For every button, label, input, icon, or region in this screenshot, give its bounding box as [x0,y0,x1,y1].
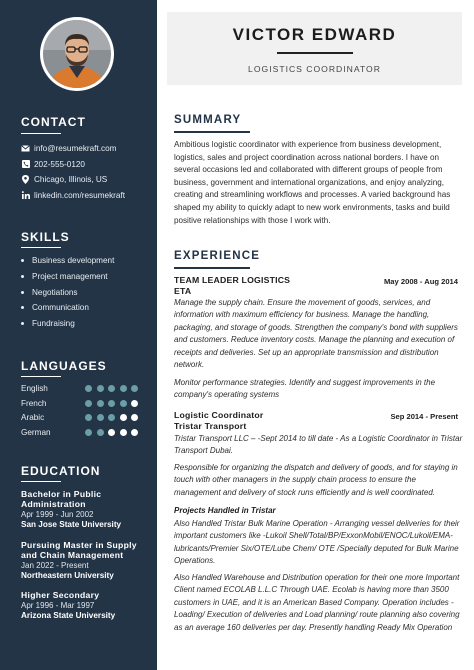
linkedin-icon [21,191,30,200]
job-description: Responsible for organizing the dispatch and delivery of goods, and for staying in touch with other managers in the supply chain process to ensure the management and delivery of stock runs efficiently and is well coordinated. [174,463,458,497]
proficiency-dot [131,429,138,436]
job-company: ETA [174,286,192,296]
language-row [21,398,141,410]
proficiency-dot [120,400,127,407]
education-entry [21,489,151,530]
bullet-icon [21,259,24,262]
proficiency-dot [108,385,115,392]
proficiency-dot [85,429,92,436]
education-divider [21,481,61,482]
proficiency-dot [97,400,104,407]
skill-item [21,256,114,265]
skill-label: Project management [32,272,108,281]
contact-location [21,173,107,185]
summary-divider [174,131,250,133]
proficiency-dot [85,385,92,392]
edu-dates: Apr 1999 - Jun 2002 [21,510,94,519]
skill-item [21,319,75,328]
proficiency-dot [120,429,127,436]
candidate-name: VICTOR EDWARD [232,25,397,44]
school: Northeastern University [21,571,114,580]
degree: Higher Secondary [21,590,100,600]
avatar [40,17,114,91]
skill-item [21,303,89,312]
proficiency-dots [85,414,143,421]
language-row [21,412,141,424]
email-text: info@resumekraft.com [34,143,117,153]
language-row [21,383,141,395]
proficiency-dots [85,400,143,407]
sidebar [0,0,157,670]
skill-label: Fundraising [32,319,75,328]
proficiency-dot [97,414,104,421]
education-entry [21,540,151,581]
language-name: Arabic [21,413,45,422]
experience-title: EXPERIENCE [174,250,261,262]
job-company: Tristar Transport [174,421,247,431]
proficiency-dot [108,400,115,407]
proficiency-dot [131,414,138,421]
contact-title: CONTACT [21,115,86,129]
languages-divider [21,376,61,377]
edu-dates: Jan 2022 - Present [21,561,89,570]
proficiency-dot [131,400,138,407]
language-name: French [21,399,47,408]
job-description: Monitor performance strategies. Identify and suggest improvements in the company's operating systems [174,378,436,400]
job-description: Manage the supply chain. Ensure the movement of goods, services, and information with maximum efficiency for business. Manage the handling, packaging, and storage of goods. Strengthen the company's bond with suppliers and customers. Reduce inventory costs. Manage the planning and execution of receipts and deliveries. Set up an appropriate transmission and distribution network. [174,298,458,370]
skills-title: SKILLS [21,230,70,244]
degree: Bachelor in Public Administration [21,489,102,509]
proficiency-dots [85,385,143,392]
job-dates: Sep 2014 - Present [390,412,458,421]
education-entry [21,590,151,621]
skill-label: Negotiations [32,288,78,297]
summary-title: SUMMARY [174,114,242,126]
proficiency-dot [85,414,92,421]
proficiency-dot [108,414,115,421]
proficiency-dot [97,429,104,436]
proficiency-dot [120,414,127,421]
bullet-icon [21,306,24,309]
job-description: Tristar Transport LLC – -Sept 2014 to till date - As a Logistic Coordinator in Tristar Transport Dubai. [174,434,463,456]
project-description: Also Handled Warehouse and Distribution operation for their one more Important Client named ECOLAB L.L.C Through UAE. Ecolab is having more than 3500 customers in UAE, and it is an American Based Company. Operation includes - Loading/ Execution of deliveries and Load planning/ route planning also covering as an average 160 deliveries per day. Presently handling Ready Mix Operation [174,573,460,632]
proficiency-dot [120,385,127,392]
location-text: Chicago, Illinois, US [34,174,108,184]
bullet-icon [21,275,24,278]
name-divider [277,52,353,54]
summary-text: Ambitious logistic coordinator with experience from business development, logistics, sales and project coordination across national borders. I have on several occasions led and collaborated with different groups of people from business, government and international organizations, and enjoy analyzing, creating and streamlining workflows and processes. A varied background has shaped my ability to quickly adapt to new work environments, tasks and build positive relationships with those I work with. [174,140,451,225]
language-row [21,427,141,439]
phone-text: 202-555-0120 [34,159,85,169]
job-dates: May 2008 - Aug 2014 [383,277,458,286]
proficiency-dot [108,429,115,436]
skill-label: Communication [32,303,89,312]
proficiency-dot [85,400,92,407]
degree: Pursuing Master in Supply and Chain Management [21,540,137,560]
edu-dates: Apr 1996 - Mar 1997 [21,601,95,610]
skills-divider [21,247,61,248]
contact-linkedin[interactable] [21,189,125,201]
profile-photo [43,20,111,88]
email-icon [21,144,30,153]
proficiency-dot [97,385,104,392]
contact-divider [21,133,61,134]
experience-divider [174,267,250,269]
bullet-icon [21,322,24,325]
proficiency-dots [85,429,143,436]
contact-phone[interactable] [21,158,85,170]
language-name: German [21,428,51,437]
job-title: Logistic Coordinator [174,410,264,420]
school: San Jose State University [21,520,122,529]
contact-email[interactable] [21,142,116,154]
phone-icon [21,160,30,169]
name-header [167,12,462,85]
bullet-icon [21,291,24,294]
projects-heading: Projects Handled in Tristar [174,506,276,515]
location-pin-icon [21,175,30,184]
project-description: Also Handled Tristar Bulk Marine Operation - Arranging vessel deliveries for their important customers like -Lukoil Shell/Total/BP/ExxonMobil/ENOC/Lukoil/EMA-lubricants/Premier Six/OTE/Lube Chem/ OTE /Specially deputed for Bulk Marine Operations. [174,519,460,566]
languages-title: LANGUAGES [21,359,107,373]
linkedin-text: linkedin.com/resumekraft [34,190,126,200]
skill-label: Business development [32,256,115,265]
candidate-role: LOGISTICS COORDINATOR [248,64,381,74]
language-name: English [21,384,48,393]
school: Arizona State University [21,611,116,620]
skill-item [21,272,108,281]
skill-item [21,288,78,297]
proficiency-dot [131,385,138,392]
job-title: TEAM LEADER LOGISTICS [174,275,291,285]
education-title: EDUCATION [21,464,101,478]
